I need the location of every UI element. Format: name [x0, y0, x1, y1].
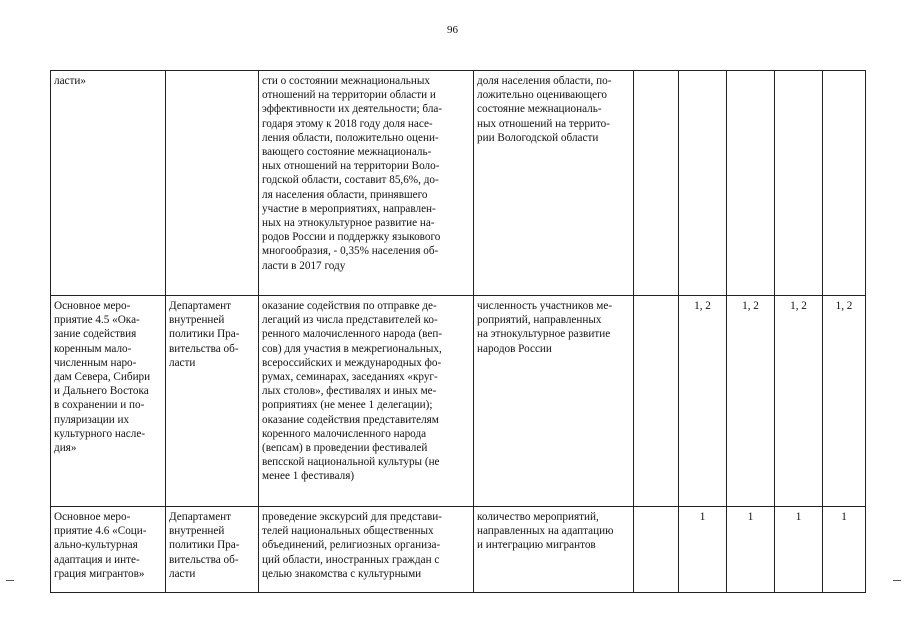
content-cell: оказание содействия по отправке де- легаций из числа представителей ко- ренного малочисленного народа (веп- сов) для участия в межрегиональных, всероссийских и международных фо- румах, семинарах, заседаниях «круг- лых столов», фестивалях и иных ме- роприятиях (не менее 1 делегации); оказание содействия представителям коренного малочисленного народа (вепсам) в проведении фестивалей вепсской национальной культуры (не менее 1 фестиваля) — [259, 296, 474, 507]
year-value-cell: 1, 2 — [727, 296, 775, 507]
indicator-cell: численность участников ме- роприятий, направленных на этнокультурное развитие народов России — [474, 296, 634, 507]
page-number: 96 — [447, 24, 458, 36]
event-cell: Основное меро- приятие 4.5 «Ока- зание содействия коренным мало- численным наро- дам Севера, Сибири и Дальнего Востока в сохранении и по- пуляризации их культурного насле- дия» — [51, 296, 166, 507]
extra-cell — [634, 71, 679, 296]
event-cell: Основное меро- приятие 4.6 «Соци- ально-культурная адаптация и инте- грация мигрантов» — [51, 507, 166, 593]
year-value-cell: 1, 2 — [823, 296, 866, 507]
year-value-cell: 1, 2 — [679, 296, 727, 507]
extra-cell — [634, 296, 679, 507]
executor-cell: Департамент внутренней политики Пра- вительства об- ласти — [166, 507, 259, 593]
indicator-cell: доля населения области, по- ложительно оценивающего состояние межнациональ- ных отношений на террито- рии Вологодской области — [474, 71, 634, 296]
year-value-cell: 1, 2 — [775, 296, 823, 507]
executor-cell — [166, 71, 259, 296]
year-value-cell — [727, 71, 775, 296]
year-value-cell: 1 — [727, 507, 775, 593]
scan-mark-right — [893, 580, 901, 581]
event-cell: ласти» — [51, 71, 166, 296]
year-value-cell — [679, 71, 727, 296]
year-value-cell: 1 — [679, 507, 727, 593]
program-table — [50, 70, 866, 593]
year-value-cell — [823, 71, 866, 296]
executor-cell: Департамент внутренней политики Пра- вительства об- ласти — [166, 296, 259, 507]
year-value-cell: 1 — [775, 507, 823, 593]
year-value-cell: 1 — [823, 507, 866, 593]
scan-mark-left — [6, 580, 14, 581]
table-row — [51, 296, 866, 507]
extra-cell — [634, 507, 679, 593]
content-cell: проведение экскурсий для представи- телей национальных общественных объединений, религиозных организа- ций области, иностранных граждан с целью знакомства с культурными — [259, 507, 474, 593]
content-cell: сти о состоянии межнациональных отношений на территории области и эффективности их деятельности; бла- годаря этому к 2018 году доля насе- ления области, положительно оцени- вающего состояние межнациональ- ных отношений на территории Воло- годской области, составит 85,6%, до- ля населения области, принявшего участие в мероприятиях, направлен- ных на этнокультурное развитие на- родов России и поддержку языкового многообразия, - 0,35% населения об- ласти в 2017 году — [259, 71, 474, 296]
year-value-cell — [775, 71, 823, 296]
indicator-cell: количество мероприятий, направленных на адаптацию и интеграцию мигрантов — [474, 507, 634, 593]
table-row — [51, 71, 866, 296]
table-row — [51, 507, 866, 593]
